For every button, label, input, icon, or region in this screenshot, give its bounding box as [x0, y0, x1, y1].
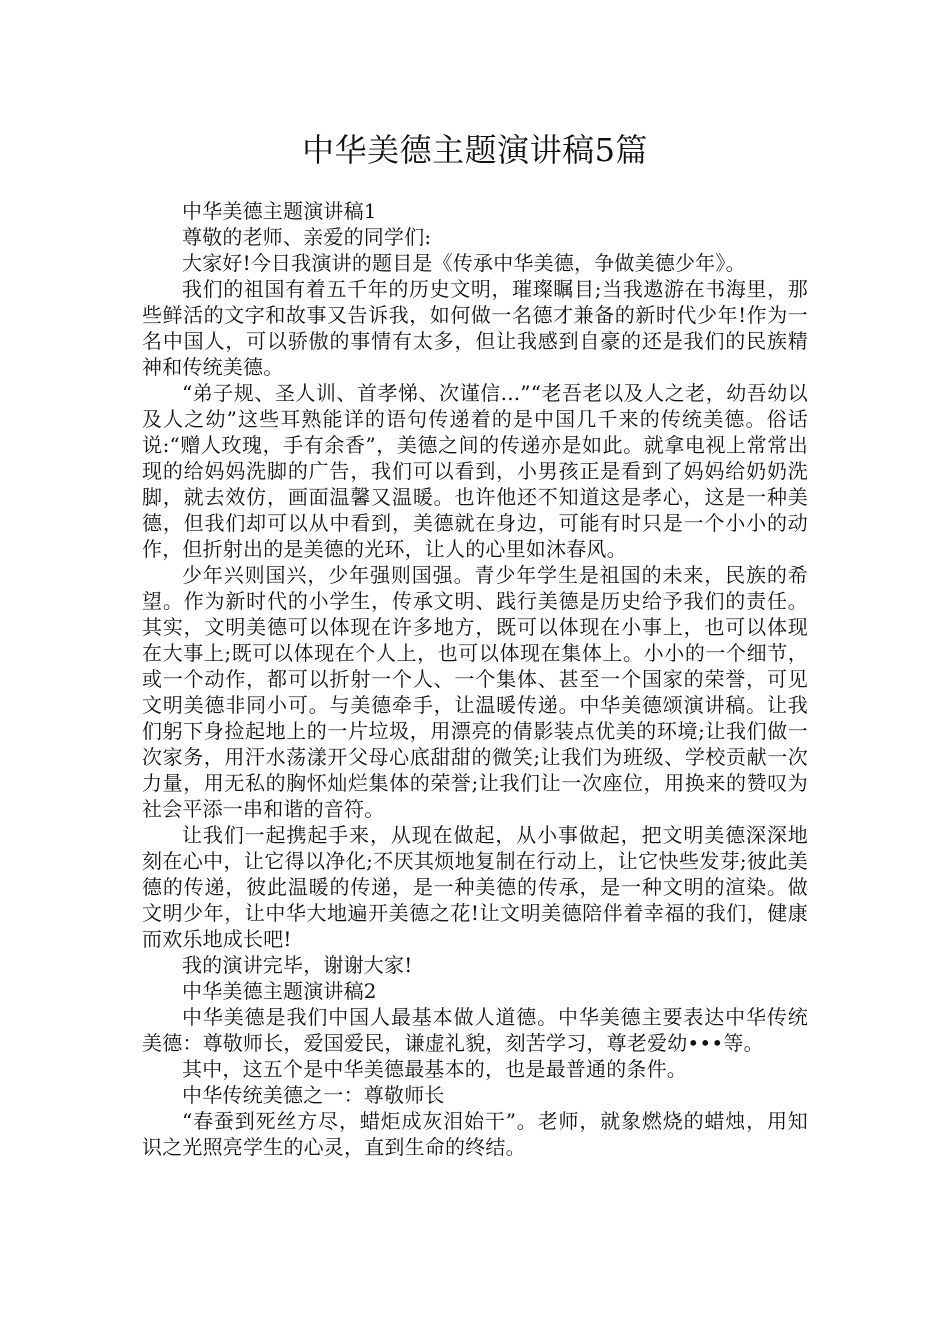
paragraph: “弟子规、圣人训、首孝悌、次谨信...”“老吾老以及人之老，幼吾幼以及人之幼”这些耳熟能详的语句传递着的是中国几千来的传统美德。俗话说:“赠人玫瑰，手有余香”，美德之间的传递亦是如此。就拿电视上常常出现的给妈妈洗脚的广告，我们可以看到，小男孩正是看到了妈妈给奶奶洗脚，就去效仿，画面温馨又温暖。也许他还不知道这是孝心，这是一种美德，但我们却可以从中看到，美德就在身边，可能有时只是一个小小的动作，但折射出的是美德的光环，让人的心里如沐春风。: [142, 381, 808, 561]
paragraph: 中华美德是我们中国人最基本做人道德。中华美德主要表达中华传统美德：尊敬师长，爱国爱民，谦虚礼貌，刻苦学习，尊老爱幼•••等。: [142, 1005, 808, 1055]
document-body: [142, 198, 808, 1160]
subheading: 中华传统美德之一：尊敬师长: [182, 1083, 445, 1107]
paragraph: 少年兴则国兴，少年强则国强。青少年学生是祖国的未来，民族的希望。作为新时代的小学生，传承文明、践行美德是历史给予我们的责任。其实，文明美德可以体现在许多地方，既可以体现在小事上，也可以体现在大事上;既可以体现在个人上，也可以体现在集体上。小小的一个细节，或一个动作，都可以折射一个人、一个集体、甚至一个国家的荣誉，可见文明美德非同小可。与美德牵手，让温暖传递。中华美德颂演讲稿。让我们躬下身捡起地上的一片垃圾，用漂亮的倩影装点优美的环境;让我们做一次家务，用汗水荡漾开父母心底甜甜的微笑;让我们为班级、学校贡献一次力量，用无私的胸怀灿烂集体的荣誉;让我们让一次座位，用换来的赞叹为社会平添一串和谐的音符。: [142, 563, 808, 821]
salutation: 尊敬的老师、亲爱的同学们:: [182, 225, 432, 249]
paragraph: 其中，这五个是中华美德最基本的，也是最普通的条件。: [182, 1057, 687, 1081]
section-heading-1: 中华美德主题演讲稿1: [182, 199, 377, 223]
section-heading-2: 中华美德主题演讲稿2: [182, 979, 377, 1003]
closing-line: 我的演讲完毕，谢谢大家!: [182, 953, 413, 977]
document-title: 中华美德主题演讲稿5篇: [302, 131, 648, 169]
paragraph: “春蚕到死丝方尽，蜡炬成灰泪始干”。老师，就象燃烧的蜡烛，用知识之光照亮学生的心灵，直到生命的终结。: [142, 1109, 808, 1159]
paragraph: 大家好!今日我演讲的题目是《传承中华美德，争做美德少年》。: [182, 251, 746, 275]
paragraph: 让我们一起携起手来，从现在做起，从小事做起，把文明美德深深地刻在心中，让它得以净化;不厌其烦地复制在行动上，让它快些发芽;彼此美德的传递，彼此温暖的传递，是一种美德的传承，是一种文明的渲染。做文明少年，让中华大地遍开美德之花!让文明美德陪伴着幸福的我们，健康而欢乐地成长吧!: [142, 823, 808, 951]
paragraph: 我们的祖国有着五千年的历史文明，璀璨瞩目;当我遨游在书海里，那些鲜活的文字和故事又告诉我，如何做一名德才兼备的新时代少年!作为一名中国人，可以骄傲的事情有太多，但让我感到自豪的还是我们的民族精神和传统美德。: [142, 277, 808, 379]
